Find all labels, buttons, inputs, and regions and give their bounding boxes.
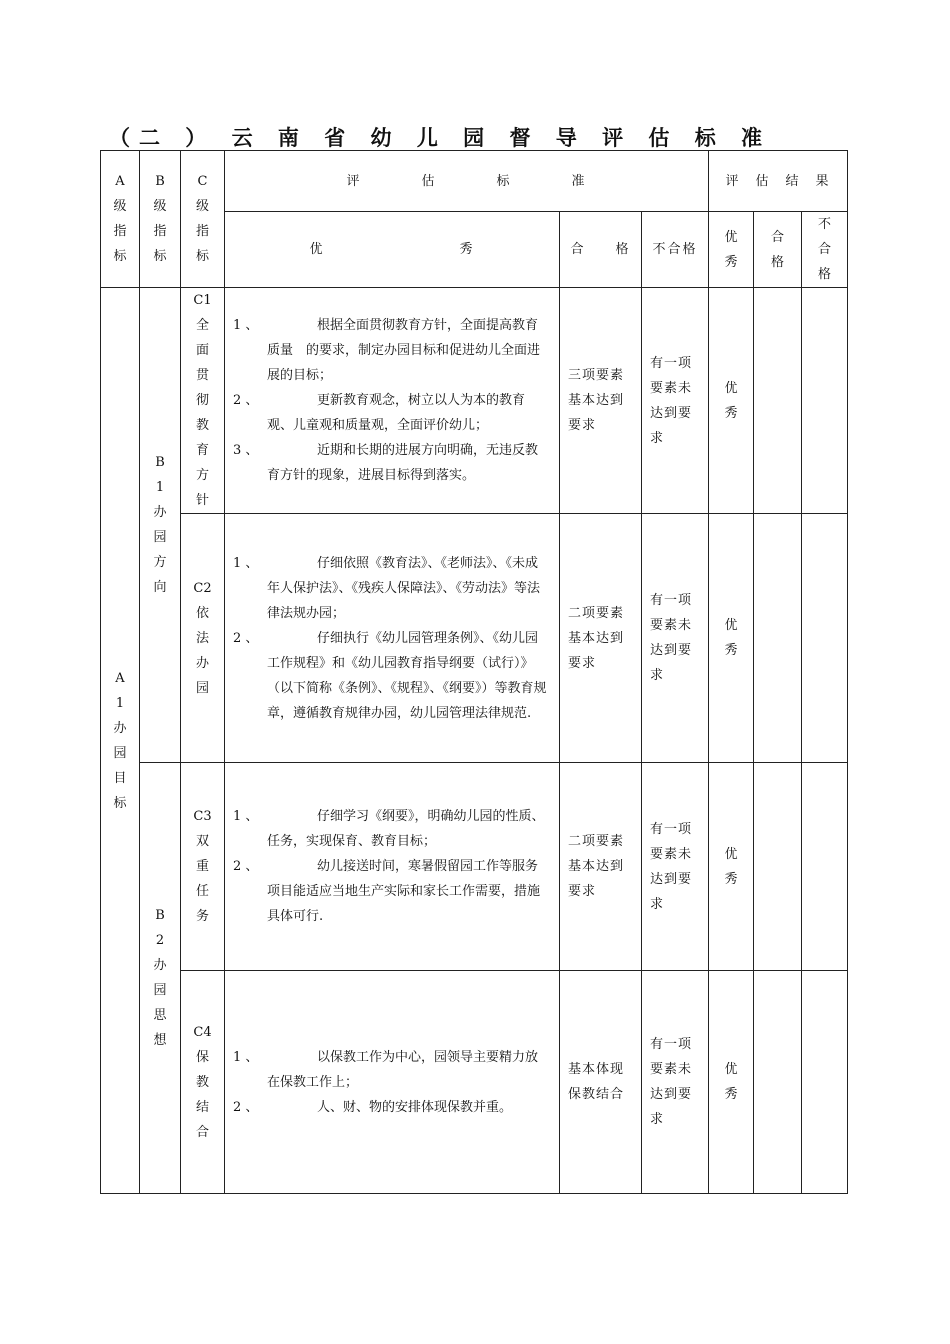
a1-label: A1办园目标 (101, 288, 140, 1194)
c4-result: 优 秀 (709, 971, 754, 1194)
b2-label: B2办园思想 (140, 763, 181, 1194)
c4-result-fail (802, 971, 848, 1194)
c1-fail: 有一项要素未达到要求 (642, 288, 709, 514)
c2-item: 1 、 仔细依照《教育法》、《老师法》、《未成年人保护法》、《残疾人保障法》、《劳动法》等法律法规办园； (233, 555, 541, 621)
c1-pass: 三项要素基本达到要求 (560, 288, 642, 514)
c4-criteria (225, 971, 560, 1194)
c4-fail: 有一项要素未达到要求 (642, 971, 709, 1194)
header-results: 评 估 结 果 (709, 151, 848, 212)
header-a-level: A级指标 (101, 151, 140, 288)
c4-result-pass (754, 971, 802, 1194)
c1-item: 2 、 更新教育观念，树立以人为本的教育观、儿童观和质量观，全面评价幼儿； (233, 393, 526, 433)
c4-pass: 基本体现保教结合 (560, 971, 642, 1194)
header-standards: 评 估 标 准 (225, 151, 709, 212)
c2-label: C2依法办园 (181, 514, 225, 763)
c3-item: 2 、 幼儿接送时间，寒暑假留园工作等服务项目能适应当地生产实际和家长工作需要，措施具体可行. (233, 859, 541, 924)
c3-pass: 二项要素基本达到要求 (560, 763, 642, 971)
header-result-pass: 合格 (754, 212, 802, 288)
c3-result: 优秀 (709, 763, 754, 971)
c4-item: 1 、 以保教工作为中心，园领导主要精力放在保教工作上； (233, 1049, 539, 1090)
header-result-fail: 不合格 (802, 212, 848, 288)
c4-label: C4保教结合 (181, 971, 225, 1194)
c1-label: C1全面贯彻教育方针 (181, 288, 225, 514)
c2-result-pass (754, 514, 802, 763)
c2-criteria (225, 514, 560, 763)
header-b-level: B级指标 (140, 151, 181, 288)
c3-result-fail (802, 763, 848, 971)
c3-criteria (225, 763, 560, 971)
header-pass: 合 格 (560, 212, 642, 288)
header-fail: 不合格 (642, 212, 709, 288)
c3-result-pass (754, 763, 802, 971)
c1-criteria (225, 288, 560, 514)
c2-result-fail (802, 514, 848, 763)
c2-result: 优 秀 (709, 514, 754, 763)
c2-fail: 有一项要素未达到要求 (642, 514, 709, 763)
c1-result-fail (802, 288, 848, 514)
c3-item: 1 、 仔细学习《纲要》，明确幼儿园的性质、任务，实现保育、教育目标； (233, 809, 545, 849)
c1-result: 优 秀 (709, 288, 754, 514)
c1-item: 3 、 近期和长期的进展方向明确，无违反教育方针的现象，进展目标得到落实。 (233, 443, 539, 483)
b1-label: B1办园方向 (140, 288, 181, 763)
c1-item: 1 、 根据全面贯彻教育方针，全面提高教育质量 的要求，制定办园目标和促进幼儿全面进展的目标； (233, 318, 541, 383)
c1-result-pass (754, 288, 802, 514)
page-title: （二 ） 云 南 省 幼 儿 园 督 导 评 估 标 准 (108, 125, 772, 150)
c2-item: 2 、 仔细执行《幼儿园管理条例》、《幼儿园工作规程》和《幼儿园教育指导纲要（试行）》（以下简称《条例》、《规程》、《纲要》）等教育规章，遵循教育规律办园，幼儿园管理法律规范. (233, 630, 547, 721)
c4-item: 2 、 人、财、物的安排体现保教并重。 (233, 1099, 513, 1115)
header-result-excellent: 优秀 (709, 212, 754, 288)
c3-fail: 有一项要素未达到要求 (642, 763, 709, 971)
header-c-level: C级指标 (181, 151, 225, 288)
c3-label: C3双重任务 (181, 763, 225, 971)
c2-pass: 二项要素基本达到要求 (560, 514, 642, 763)
header-excellent: 优 秀 (225, 212, 560, 288)
evaluation-table (100, 150, 848, 1194)
